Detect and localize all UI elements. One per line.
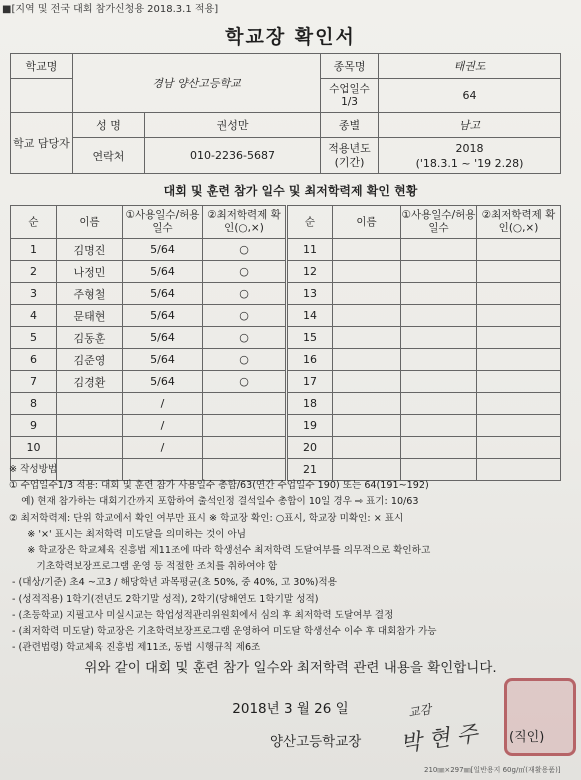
note-line: - (관련법령) 학교체육 진흥법 제11조, 동법 시행규칙 제6조 (9, 642, 261, 654)
min-academic-check (203, 437, 287, 459)
athlete-name (57, 415, 123, 437)
athlete-name: 나정민 (57, 261, 123, 283)
col-header-name: 이름 (333, 206, 401, 239)
note-line: 기초학력보장프로그램 운영 등 적절한 조치를 취하여야 함 (9, 561, 278, 573)
min-academic-check: ○ (203, 305, 287, 327)
days-used: 5/64 (123, 239, 203, 261)
col-header-check: ②최저학력제 확인(○,×) (203, 206, 287, 239)
days-used: 5/64 (123, 371, 203, 393)
handwritten-title: 교감 (407, 702, 433, 720)
handwritten-signature: 박 현 주 (398, 721, 480, 758)
days-used: 5/64 (123, 305, 203, 327)
days-used: / (123, 415, 203, 437)
row-number: 8 (11, 393, 57, 415)
days-used (401, 393, 477, 415)
min-academic-check (477, 305, 561, 327)
note-line: - (대상/기준) 초4 ~고3 / 해당학년 과목평균(초 50%, 중 40%, 고 30%)적용 (9, 577, 337, 589)
athlete-name: 주형철 (57, 283, 123, 305)
row-number: 12 (287, 261, 333, 283)
row-number: 16 (287, 349, 333, 371)
gender-value: 남고 (379, 113, 561, 138)
table-row (11, 305, 561, 327)
days-used: / (123, 437, 203, 459)
athlete-name (333, 393, 401, 415)
days-used: 5/64 (123, 261, 203, 283)
min-academic-check (203, 415, 287, 437)
days-used (401, 261, 477, 283)
table-row (11, 349, 561, 371)
row-number: 2 (11, 261, 57, 283)
note-line: - (최저학력 미도달) 학교장은 기초학력보장프로그램 운영하여 미도달 학생선수 이수 후 대회참가 가능 (9, 626, 437, 638)
row-number: 4 (11, 305, 57, 327)
col-header-no: 순 (287, 206, 333, 239)
table-row (11, 327, 561, 349)
min-academic-check (477, 239, 561, 261)
section-subtitle: 대회 및 훈련 참가 일수 및 최저학력제 확인 현황 (163, 184, 418, 198)
row-number: 5 (11, 327, 57, 349)
days-used (401, 371, 477, 393)
athlete-name: 김경환 (57, 371, 123, 393)
participation-rows (11, 239, 561, 481)
days-used: 5/64 (123, 349, 203, 371)
days-used (401, 305, 477, 327)
note-line: ② 최저학력제: 단위 학교에서 확인 여부만 표시 ※ 학교장 확인: ○표시, 학교장 미확인: × 표시 (9, 512, 404, 524)
min-academic-check (477, 437, 561, 459)
days-label: 수업일수 1/3 (321, 79, 379, 113)
school-value: 경남 양산고등학교 (73, 54, 321, 113)
contact-value: 010-2236-5687 (145, 138, 321, 174)
days-used (401, 349, 477, 371)
min-academic-check (477, 393, 561, 415)
row-number: 1 (11, 239, 57, 261)
row-number: 13 (287, 283, 333, 305)
note-line: ※ 작성방법 (9, 464, 58, 475)
col-header-no: 순 (11, 206, 57, 239)
row-number: 18 (287, 393, 333, 415)
confirm-statement: 위와 같이 대회 및 훈련 참가 일수와 최저학력 관련 내용을 확인합니다. (84, 660, 497, 676)
table-row (11, 239, 561, 261)
athlete-name (333, 371, 401, 393)
days-used (401, 327, 477, 349)
year-label: 적용년도 (기간) (321, 138, 379, 174)
seal-label: (직인) (509, 730, 545, 745)
min-academic-check: ○ (203, 371, 287, 393)
row-number: 6 (11, 349, 57, 371)
col-header-days: ①사용일수/허용일수 (123, 206, 203, 239)
min-academic-check: ○ (203, 283, 287, 305)
manager-label: 학교 담당자 (11, 113, 73, 174)
row-number: 19 (287, 415, 333, 437)
principal-title: 양산고등학교장 (270, 734, 362, 750)
days-used (401, 415, 477, 437)
note-line: ※ '×' 표시는 최저학력 미도달을 의미하는 것이 아님 (9, 528, 247, 540)
min-academic-check (477, 371, 561, 393)
info-table (10, 53, 561, 174)
table-row (11, 437, 561, 459)
note-line: ① 수업일수1/3 적용: 대회 및 훈련 참가 사용일수 총합/63(연간 수업일수 190) 또는 64(191~192) (9, 480, 429, 492)
min-academic-check (477, 283, 561, 305)
days-used: 5/64 (123, 327, 203, 349)
note-line: ※ 학교장은 학교체육 진흥법 제11조에 따라 학생선수 최저학력 도달여부를 의무적으로 확인하고 (9, 545, 431, 557)
row-number: 3 (11, 283, 57, 305)
row-number: 9 (11, 415, 57, 437)
row-number: 7 (11, 371, 57, 393)
athlete-name (333, 415, 401, 437)
athlete-name: 김준영 (57, 349, 123, 371)
col-header-name: 이름 (57, 206, 123, 239)
row-number: 15 (287, 327, 333, 349)
paper-spec-footer: 210㎜×297㎜[일반용지 60g/㎡(재활용품)] (424, 766, 561, 774)
min-academic-check: ○ (203, 327, 287, 349)
athlete-name: 문태현 (57, 305, 123, 327)
athlete-name: 김명진 (57, 239, 123, 261)
days-used (401, 239, 477, 261)
athlete-name: 김동훈 (57, 327, 123, 349)
min-academic-check (477, 349, 561, 371)
col-header-check: ②최저학력제 확인(○,×) (477, 206, 561, 239)
row-number: 20 (287, 437, 333, 459)
min-academic-check (477, 327, 561, 349)
table-row (11, 371, 561, 393)
table-row (11, 261, 561, 283)
min-academic-check: ○ (203, 239, 287, 261)
athlete-name (333, 349, 401, 371)
row-number: 14 (287, 305, 333, 327)
row-number: 10 (11, 437, 57, 459)
min-academic-check: ○ (203, 261, 287, 283)
document-title: 학교장 확인서 (225, 26, 356, 48)
days-used: / (123, 393, 203, 415)
row-number: 11 (287, 239, 333, 261)
event-value: 태권도 (379, 54, 561, 79)
col-header-days: ①사용일수/허용일수 (401, 206, 477, 239)
year-range: ('18.3.1 ~ '19 2.28) (415, 156, 524, 170)
days-value: 64 (379, 79, 561, 113)
athlete-name (57, 393, 123, 415)
year-cell (379, 138, 561, 174)
athlete-name (333, 261, 401, 283)
athlete-name (333, 327, 401, 349)
note-line: - (성적적용) 1학기(전년도 2학기말 성적), 2학기(당해연도 1학기말 성적) (9, 593, 319, 605)
name-label: 성 명 (73, 113, 145, 138)
table-row (11, 415, 561, 437)
row-number: 17 (287, 371, 333, 393)
note-line: - (초등학교) 지필고사 미실시교는 학업성적관리위원회에서 심의 후 최저학력 도달여부 결정 (9, 609, 394, 621)
table-row (11, 283, 561, 305)
min-academic-check (477, 415, 561, 437)
row-number: 21 (287, 459, 333, 481)
min-academic-check (203, 393, 287, 415)
athlete-name (333, 437, 401, 459)
table-row (11, 393, 561, 415)
event-label: 종목명 (321, 54, 379, 79)
days-used: 5/64 (123, 283, 203, 305)
athlete-name (333, 305, 401, 327)
header-note: ■[지역 및 전국 대회 참가신청용 2018.3.1 적용] (2, 4, 219, 15)
athlete-name (333, 283, 401, 305)
participation-table (10, 205, 561, 481)
name-value: 권성만 (145, 113, 321, 138)
writing-notes (9, 462, 577, 656)
athlete-name (57, 437, 123, 459)
min-academic-check (477, 261, 561, 283)
contact-label: 연락처 (73, 138, 145, 174)
gender-label: 종별 (321, 113, 379, 138)
school-label: 학교명 (11, 54, 73, 79)
note-line: 예) 현재 참가하는 대회기간까지 포함하여 출석인정 결석일수 총합이 10일 경우 ⇨ 표기: 10/63 (9, 496, 419, 508)
confirm-date: 2018년 3 월 26 일 (232, 701, 349, 717)
days-used (401, 283, 477, 305)
year-value: 2018 (455, 141, 484, 155)
min-academic-check: ○ (203, 349, 287, 371)
days-used (401, 437, 477, 459)
athlete-name (333, 239, 401, 261)
